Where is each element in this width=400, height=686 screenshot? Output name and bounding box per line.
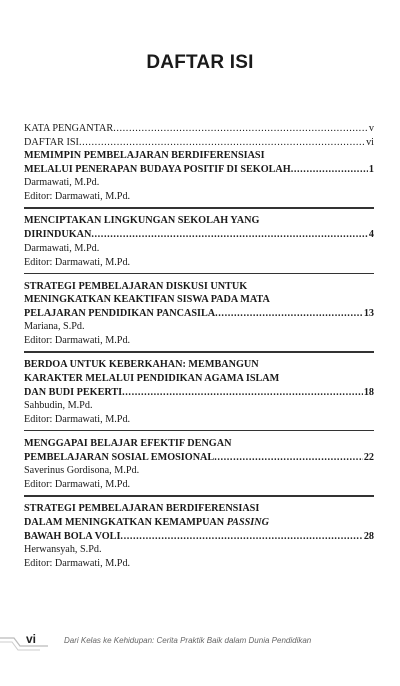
toc-entry[interactable] — [24, 351, 374, 427]
leader-dots — [122, 386, 363, 400]
entry-page: 1 — [368, 163, 374, 175]
divider — [24, 207, 374, 208]
entry-page: 13 — [363, 307, 374, 319]
page-title: DAFTAR ISI — [146, 52, 254, 73]
toc-page: v — [368, 123, 374, 134]
entry-editor: Editor: Darmawati, M.Pd. — [24, 191, 131, 203]
entry-author: Darmawati, M.Pd. — [24, 242, 100, 254]
entry-title-line: MELALUI PENERAPAN BUDAYA POSITIF DI SEKOLAH — [24, 163, 291, 175]
leader-dots — [214, 451, 363, 465]
divider — [24, 273, 374, 274]
toc-entry[interactable] — [24, 430, 374, 492]
entry-editor: Editor: Darmawati, M.Pd. — [24, 335, 131, 347]
entry-title-line: STRATEGI PEMBELAJARAN DISKUSI UNTUK — [24, 280, 248, 292]
entry-page: 4 — [368, 228, 374, 240]
toc-row-daftar-isi[interactable] — [24, 136, 374, 150]
entry-author: Mariana, S.Pd. — [24, 321, 85, 333]
entry-title-last-line — [24, 451, 374, 465]
entry-author: Darmawati, M.Pd. — [24, 177, 100, 189]
entry-title-last-line — [24, 163, 374, 177]
toc-entry[interactable] — [24, 207, 374, 269]
entry-editor: Editor: Darmawati, M.Pd. — [24, 479, 131, 491]
entry-title-line: MENCIPTAKAN LINGKUNGAN SEKOLAH YANG — [24, 215, 260, 227]
toc-page: vi — [366, 136, 374, 148]
leader-dots — [291, 163, 368, 177]
leader-dots — [215, 307, 363, 321]
divider — [24, 351, 374, 352]
entry-title-text: DALAM MENINGKATKAN KEMAMPUAN — [24, 516, 227, 528]
divider — [24, 430, 374, 431]
footer-caption: Dari Kelas ke Kehidupan: Cerita Praktik Baik dalam Dunia Pendidikan — [64, 636, 312, 645]
entry-editor: Editor: Darmawati, M.Pd. — [24, 414, 131, 426]
entry-title-line: STRATEGI PEMBELAJARAN BERDIFERENSIASI — [24, 503, 260, 515]
entry-title-line: PELAJARAN PENDIDIKAN PANCASILA — [24, 307, 216, 319]
table-of-contents — [24, 122, 374, 571]
entry-page: 28 — [363, 530, 374, 542]
entry-title-line: MENINGKATKAN KEAKTIFAN SISWA PADA MATA — [24, 294, 270, 306]
entry-title-line: BERDOA UNTUK KEBERKAHAN: MEMBANGUN — [24, 359, 259, 371]
toc-row-kata-pengantar[interactable] — [24, 122, 374, 136]
page-number: vi — [26, 632, 37, 646]
toc-entry[interactable] — [24, 149, 374, 204]
entry-title-last-line — [24, 228, 374, 242]
entry-title-last-line — [24, 307, 374, 321]
entry-page: 18 — [363, 386, 374, 398]
entry-page: 22 — [363, 451, 374, 463]
toc-title: KATA PENGANTAR — [24, 123, 114, 134]
entry-title-italic: PASSING — [226, 516, 269, 528]
leader-dots — [120, 530, 362, 544]
entry-title-last-line — [24, 530, 374, 544]
entry-editor: Editor: Darmawati, M.Pd. — [24, 256, 131, 268]
leader-dots — [79, 136, 365, 150]
divider — [24, 495, 374, 496]
entry-title-line — [24, 516, 374, 530]
entry-title-line: PEMBELAJARAN SOSIAL EMOSIONAL — [24, 451, 215, 463]
entry-title-line: MENGGAPAI BELAJAR EFEKTIF DENGAN — [24, 438, 232, 450]
entry-author: Sahbudin, M.Pd. — [24, 400, 93, 412]
entry-title-line: MEMIMPIN PEMBELAJARAN BERDIFERENSIASI — [24, 150, 265, 162]
entry-author: Herwansyah, S.Pd. — [24, 544, 102, 556]
toc-title: DAFTAR ISI — [24, 136, 79, 148]
entry-title-line: DAN BUDI PEKERTI — [24, 386, 123, 398]
toc-entry[interactable] — [24, 273, 374, 349]
leader-dots — [91, 228, 368, 242]
entry-title-line: KARAKTER MELALUI PENDIDIKAN AGAMA ISLAM — [24, 372, 280, 384]
entry-title-line: BAWAH BOLA VOLI — [24, 530, 121, 542]
entry-author: Saverinus Gordisona, M.Pd. — [24, 465, 140, 477]
entry-title-last-line — [24, 386, 374, 400]
leader-dots — [113, 122, 368, 136]
entry-title-line: DIRINDUKAN — [24, 228, 92, 240]
page-footer — [0, 628, 400, 658]
toc-entry[interactable] — [24, 495, 374, 571]
entry-editor: Editor: Darmawati, M.Pd. — [24, 558, 131, 570]
